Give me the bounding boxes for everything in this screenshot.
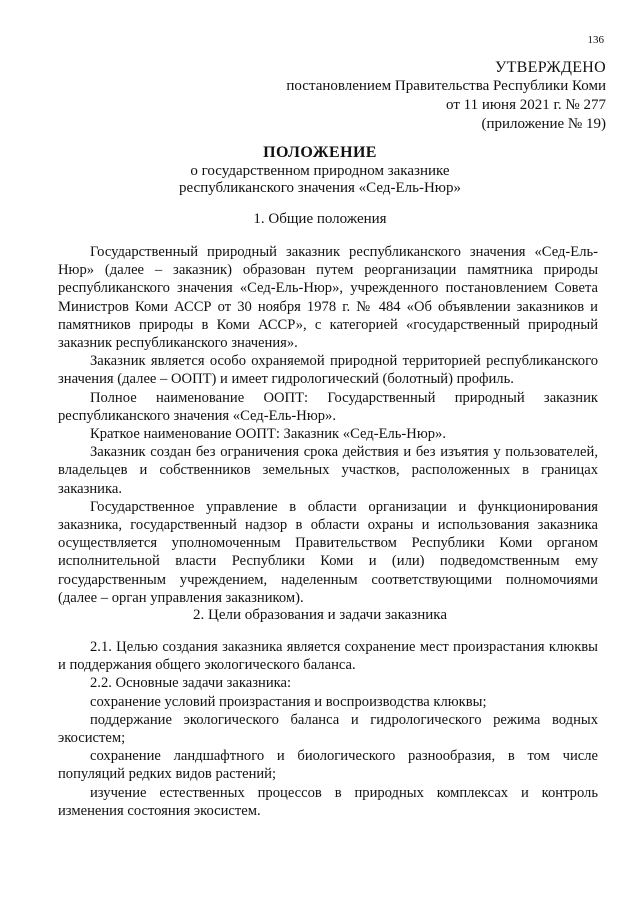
paragraph: Краткое наименование ООПТ: Заказник «Сед-Ель-Нюр». <box>90 426 446 443</box>
document-subtitle: о государственном природном заказнике <box>190 163 450 179</box>
paragraph: Государственный природный заказник республиканского значения «Сед-Ель-Нюр» (далее – заказник) образован путем реорганизации памятника природы республиканского значения «Сед-Ель-Нюр», учрежденного постановлением Совета Министров Коми АССР от 30 ноября 1978 г. № 484 «Об объявлении заказников и памятников природы в Коми АССР», с категорией «государственный природный заказник республиканского значения». <box>58 244 598 352</box>
paragraph: 2.2. Основные задачи заказника: <box>90 675 292 692</box>
paragraph: изучение естественных процессов в природных комплексах и контроль изменения состояния экосистем. <box>58 784 598 819</box>
section-1-body <box>58 243 598 607</box>
paragraph: Заказник создан без ограничения срока действия и без изъятия у пользователей, владельцев и собственников земельных участков, расположенных в границах заказника. <box>58 444 598 497</box>
document-subtitle: республиканского значения «Сед-Ель-Нюр» <box>179 180 461 196</box>
paragraph: сохранение ландшафтного и биологического разнообразия, в том числе популяций редких видов растений; <box>58 748 598 783</box>
section-2-heading: 2. Цели образования и задачи заказника <box>193 607 447 623</box>
approval-title: УТВЕРЖДЕНО <box>494 59 606 76</box>
document-title-block <box>0 144 640 197</box>
approval-line: постановлением Правительства Республики Коми <box>286 78 606 94</box>
approval-line: (приложение № 19) <box>481 116 606 132</box>
paragraph: Заказник является особо охраняемой природной территорией республиканского значения (далее – ООПТ) и имеет гидрологический (болотный) профиль. <box>58 353 598 388</box>
section-1-heading: 1. Общие положения <box>253 211 387 227</box>
section-2-body <box>58 638 598 820</box>
paragraph: 2.1. Целью создания заказника является сохранение мест произрастания клюквы и поддержания общего экологического баланса. <box>58 639 598 674</box>
approval-stamp <box>206 58 606 134</box>
page-number: 136 <box>587 34 604 46</box>
paragraph: поддержание экологического баланса и гидрологического режима водных экосистем; <box>58 711 598 747</box>
paragraph: Полное наименование ООПТ: Государственный природный заказник республиканского значения «Сед-Ель-Нюр». <box>58 389 598 424</box>
approval-line: от 11 июня 2021 г. № 277 <box>446 97 606 113</box>
paragraph: сохранение условий произрастания и воспроизводства клюквы; <box>90 693 487 710</box>
paragraph: Государственное управление в области организации и функционирования заказника, государственный надзор в области охраны и использования заказника осуществляется уполномоченным Правительством Республики Коми органом исполнительной власти Республики Коми и (или) подведомственным ему государственным учреждением, наделенным соответствующими полномочиями (далее – орган управления заказником). <box>58 498 598 606</box>
document-title: ПОЛОЖЕНИЕ <box>263 144 377 161</box>
